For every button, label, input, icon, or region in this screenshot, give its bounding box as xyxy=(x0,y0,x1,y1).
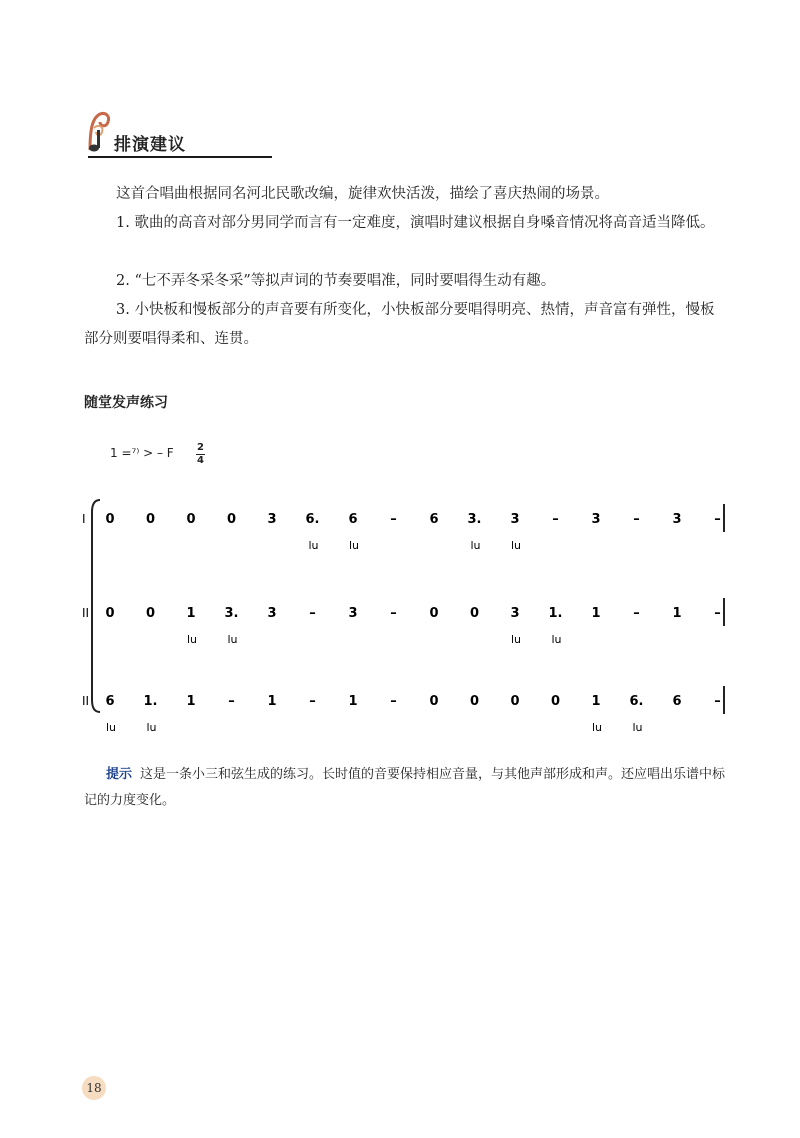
part-label: II xyxy=(82,606,90,620)
score-note: 6 xyxy=(429,512,439,527)
score-note: 0 xyxy=(226,512,237,527)
lyric-syllable: lu xyxy=(632,721,643,734)
score-note: 6. xyxy=(305,512,320,527)
score-bracket xyxy=(92,500,100,712)
lyric-syllable: lu xyxy=(227,633,238,646)
score-note: 3 xyxy=(591,512,601,527)
score-note: 0 xyxy=(469,606,480,621)
score-note: 0 xyxy=(510,694,520,709)
score-note: 6. xyxy=(629,694,644,709)
lyric-syllable: lu xyxy=(511,539,522,552)
score-note: 1 xyxy=(591,606,601,621)
lyric-syllable: lu xyxy=(106,721,117,734)
lyric-syllable: lu xyxy=(146,721,157,734)
score-note: – xyxy=(714,694,721,709)
paragraph-text: 2. “七不弄冬采冬采”等拟声词的节奏要唱准，同时要唱得生动有趣。 xyxy=(116,273,556,289)
lyric-syllable: lu xyxy=(511,633,522,646)
score-note: 6 xyxy=(348,512,358,527)
score-note: 6 xyxy=(672,694,682,709)
score-note: – xyxy=(714,512,721,527)
section-title: 排演建议 xyxy=(114,135,186,155)
tip-text: 这是一条小三和弦生成的练习。长时值的音要保持相应音量，与其他声部形成和声。还应唱出乐谱中标记的力度变化。 xyxy=(84,767,726,808)
page-number: 18 xyxy=(82,1076,106,1100)
score-note: 0 xyxy=(550,694,561,709)
paragraph-text: 这首合唱曲根据同名河北民歌改编，旋律欢快活泼，描绘了喜庆热闹的场景。 xyxy=(116,186,609,202)
tempo-marking: 1 =⁷⁾ > – F xyxy=(110,446,174,460)
score-note: – xyxy=(390,512,397,527)
score-note: 3 xyxy=(348,606,358,621)
score-note: 0 xyxy=(105,606,115,621)
score-note: – xyxy=(228,694,235,709)
score-note: 1 xyxy=(186,694,196,709)
tip-label: 提示 xyxy=(106,767,133,782)
part-label: II xyxy=(82,694,90,708)
score-note: 1. xyxy=(143,694,158,709)
score-note: 0 xyxy=(469,694,480,709)
score-note: 1 xyxy=(672,606,682,621)
score-note: 1. xyxy=(548,606,563,621)
score-note: 0 xyxy=(429,694,439,709)
tip-box xyxy=(84,762,732,814)
lyric-syllable: lu xyxy=(308,539,319,552)
score-note: 3. xyxy=(224,606,239,621)
paragraph-text: 1. 歌曲的高音对部分男同学而言有一定难度，演唱时建议根据自身嗓音情况将高音适当降低。 xyxy=(116,215,715,231)
score-note: 3 xyxy=(672,512,682,527)
score-note: – xyxy=(633,606,640,621)
part-label: I xyxy=(82,512,86,526)
score-note: – xyxy=(390,694,397,709)
score-note: 3 xyxy=(267,606,277,621)
score-note: 0 xyxy=(186,512,196,527)
score-note: – xyxy=(633,512,640,527)
lyric-syllable: lu xyxy=(470,539,481,552)
lyric-syllable: lu xyxy=(187,633,198,646)
score-note: 0 xyxy=(105,512,115,527)
score-note: 0 xyxy=(145,512,156,527)
score-note: – xyxy=(309,694,316,709)
score-note: 0 xyxy=(429,606,439,621)
score-note: 1 xyxy=(348,694,358,709)
lyric-syllable: lu xyxy=(349,539,360,552)
score-note: – xyxy=(714,606,721,621)
score-note: 1 xyxy=(267,694,277,709)
lyric-syllable: lu xyxy=(551,633,562,646)
score-note: 0 xyxy=(145,606,156,621)
time-signature-top: 2 xyxy=(197,442,204,453)
score-note: 3 xyxy=(267,512,277,527)
exercise-title: 随堂发声练习 xyxy=(84,395,168,411)
paragraph-text: 3. 小快板和慢板部分的声音要有所变化，小快板部分要唱得明亮、热情，声音富有弹性，慢板部分则要唱得柔和、连贯。 xyxy=(84,302,715,347)
score-note: 1 xyxy=(591,694,601,709)
score-note: – xyxy=(390,606,397,621)
score-note: 3. xyxy=(467,512,482,527)
time-signature-bottom: 4 xyxy=(197,455,204,466)
score-note: – xyxy=(552,512,559,527)
score-note: – xyxy=(309,606,316,621)
lyric-syllable: lu xyxy=(592,721,603,734)
score-note: 1 xyxy=(186,606,196,621)
score-note: 6 xyxy=(105,694,115,709)
score-note: 3 xyxy=(510,606,520,621)
score-note: 3 xyxy=(510,512,520,527)
